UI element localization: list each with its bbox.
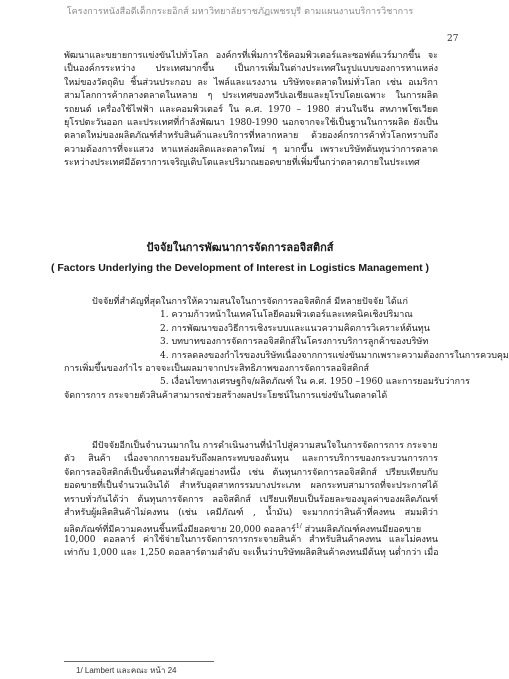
section-heading-thai: ปัจจัยในการพัฒนาการจัดการลอจิสติกส์ [146,241,334,254]
list-item: 3. บทบาทของการจัดการลอจิสติกส์ในโครงการบริการลูกค้าของบริษัท [160,337,429,348]
factor-list [64,296,509,403]
paragraph-1 [64,50,438,171]
paragraph-line: 10,000 ดอลลาร์ ค่าใช้จ่ายในการจัดการการกระจายสินค้า สำหรับสินค้าคงทน และไม่คงทน [64,534,438,545]
footnote-marker: 1/ [295,523,302,531]
paragraph-line: มีปัจจัยอีกเป็นจำนวนมากใน การดำเนินงานที่นำไปสู่ความสนใจในการจัดการการ กระจาย [92,441,438,451]
paragraph-line: เป็นองค์กรระหว่าง ประเทศมากขึ้น เป็นการเพิ่มในต่างประเทศในรูปแบบของการหาแหล่ง [64,64,438,75]
paragraph-line: ความต้องการที่จะแสวง หาแหล่งผลิตและตลาดใหม่ ๆ มากขึ้น เพราะบริษัทต้นทุนว่าการตลาด [64,144,438,155]
paragraph-line: ยอดขายที่เป็นจำนวนเงินได้ สำหรับอุตสาหกรรมบางประเภท ผลกระทบสามารถที่จะประกาศได้ [64,481,438,492]
paragraph-fragment: ส่วนผลิตภัณฑ์คงทนมียอดขาย [301,525,422,536]
paragraph-fragment: ผลิตภัณฑ์ที่มีความคงทนชิ้นหนึ่งมียอดขาย 20,000 ดอลลาร์ [64,525,296,536]
running-header: โครงการหนังสือดีเด็กกระยอิกส์ มหาวิทยาลัยราชภัฏเพชรบุรี ตามแผนงานบริการวิชาการ [66,7,414,17]
section-heading-english: ( Factors Underlying the Development of Interest in Logistics Management ) [50,262,430,274]
paragraph-line: ทราบทั่วกันได้ว่า ต้นทุนการจัดการ ลอจิสติกส์ เปรียบเทียบเป็นร้อยละของมูลค่าของผลิตภัณฑ์ [64,494,438,505]
paragraph-line: สามโลกการค้ากลางตลาดในหลาย ๆ ประเทศของทวีปเอเชียและยุโรปโดยเฉพาะ ในการผลิต [64,91,438,102]
list-item: 4. การลดลงของกำไรของบริษัทเนื่องจากการแข่งขันมากเพราะความต้องการในการควบคุม [160,350,509,361]
paragraph-3 [64,440,438,561]
list-item: 5. เงื่อนไขทางเศรษฐกิจ/ผลิตภัณฑ์ ใน ค.ศ. 1950 –1960 และการยอมรับว่าการ [160,377,470,388]
list-item: 2. การพัฒนาของวิธีการเชิงระบบและแนวความคิดการวิเคราะห์ต้นทุน [160,323,430,334]
footnote: 1/ Lambert และคณะ หน้า 24 [76,666,177,675]
list-item: 1. ความก้าวหน้าในเทคโนโลยีคอมพิวเตอร์และเทคนิคเชิงปริมาณ [160,310,413,321]
paragraph-line: สำหรับผู้ผลิตสินค้าไม่คงทน (เช่น เคมีภัณฑ์ , น้ำมัน) จะมากกว่าสินค้าที่คงทน สมมติว่า [64,507,438,518]
paragraph-line: ใหม่ของวัตถุดิบ ชิ้นส่วนประกอบ ละ ไพล์และแรงงาน บริษัทจะตลาดใหม่ทั่วโลก เช่น อเมริกา [64,77,438,88]
paragraph-line: ตลาดใหม่ของผลิตภัณฑ์สำหรับสินค้าและบริการที่หลากหลาย ด้วยองค์กรการค้าทั่วโลกทราบถึง [64,131,438,142]
paragraph-line [64,520,438,536]
paragraph-line: เท่ากับ 1,000 และ 1,250 ดอลลาร์ตามลำดับ จะเห็นว่าบริษัทผลิตสินค้าคงทนมีต้นทุ นต่ำกว่า เมื่อ [64,548,439,559]
list-intro: ปัจจัยที่สำคัญที่สุดในการให้ความสนใจในการจัดการลอจิสติกส์ มีหลายปัจจัย ได้แก่ [92,297,408,307]
list-item-continuation: การเพิ่มขึ้นของกำไร อาจจะเป็นผลมาจากประสิทธิภาพของการจัดการลอจิสติกส์ [64,363,370,374]
paragraph-line: จัดการลอจิสติกส์เป็นขั้นตอนที่สำคัญอย่างหนึ่ง เช่น ต้นทุนการจัดการลอจิสติกส์ ปรียบเทียบกับ [64,467,438,478]
list-item-continuation: จัดการการ กระจายตัวสินค้าสามารถช่วยสร้างผลประโยชน์ในการแข่งขันในตลาดได้ [64,390,388,401]
paragraph-line: พัฒนาและขยายการแข่งขันไปทั่วโลก องค์กรที่เพิ่มการใช้คอมพิวเตอร์และซอฟต์แวร์มากขึ้น จะ [64,51,438,61]
paragraph-line: ยุโรปตะวันออก และประเทศที่กำลังพัฒนา 1980-1990 นอกจากจะใช้เป็นฐานในการผลิต ยังเป็น [64,117,438,128]
footnote-divider [64,661,214,662]
paragraph-line: ตัว สินค้า เนื่องจากการยอมรับถึงผลกระทบของต้นทุน และการบริการของกระบวนการการ [64,454,438,465]
paragraph-line: รถยนต์ เครื่องใช้ไฟฟ้า และคอมพิวเตอร์ ใน ค.ศ. 1970 – 1980 ส่วนในจีน สหภาพโซเวียต [64,104,438,115]
page-number: 27 [447,34,459,44]
paragraph-line: ระหว่างประเทศมีอัตราการเจริญเติบโตและปริมาณยอดขายที่เพิ่มขึ้นกว่าตลาดภายในประเทศ [64,158,420,169]
